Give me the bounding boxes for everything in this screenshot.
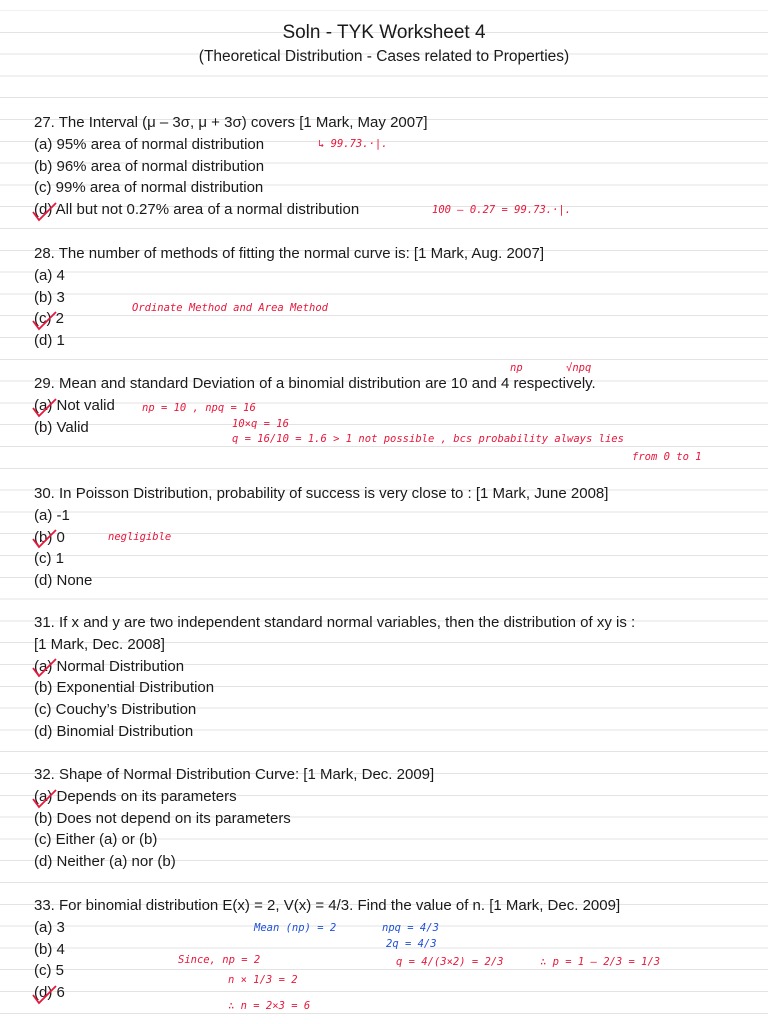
option-d: (d) 1 bbox=[34, 332, 65, 350]
answer-tick-mark-icon bbox=[30, 983, 60, 1007]
option-a: (a) Normal Distribution bbox=[34, 657, 185, 675]
option-a: (a) -1 bbox=[34, 506, 70, 524]
option-a: (a) 95% area of normal distribution bbox=[34, 135, 265, 153]
q33-handwritten-n-eq: n × 1/3 = 2 bbox=[228, 974, 298, 986]
q33-handwritten-q-value: q = 4/(3×2) = 2/3 bbox=[396, 956, 504, 968]
option-a: (a) 4 bbox=[34, 266, 65, 284]
question-32 bbox=[34, 764, 734, 873]
option-b: (b) Does not depend on its parameters bbox=[34, 809, 291, 827]
question-33 bbox=[34, 895, 734, 1004]
answer-tick-mark-icon bbox=[30, 309, 60, 333]
question-stem: 28. The number of methods of fitting the normal curve is: [1 Mark, Aug. 2007] bbox=[34, 245, 544, 262]
page-title: Soln - TYK Worksheet 4 bbox=[282, 22, 486, 43]
q29-np-label: np bbox=[510, 362, 523, 374]
option-c: (c) 99% area of normal distribution bbox=[34, 179, 264, 197]
option-a: (a) 3 bbox=[34, 918, 65, 936]
option-d: (d) All but not 0.27% area of a normal distribution bbox=[34, 201, 360, 219]
option-b: (b) Exponential Distribution bbox=[34, 679, 215, 697]
q33-handwritten-n-result: ∴ n = 2×3 = 6 bbox=[228, 1000, 311, 1012]
question-stem: 33. For binomial distribution E(x) = 2, V(x) = 4/3. Find the value of n. [1 Mark, Dec. 2009] bbox=[34, 897, 621, 914]
option-b: (b) 3 bbox=[34, 288, 65, 306]
question-stem: 27. The Interval (μ – 3σ, μ + 3σ) covers [1 Mark, May 2007] bbox=[34, 114, 428, 131]
option-b: (b) 0 bbox=[34, 528, 65, 546]
question-stem-continued: [1 Mark, Dec. 2008] bbox=[34, 635, 165, 653]
q29-handwritten-line-3: q = 16/10 = 1.6 > 1 not possible , bcs probability always lies bbox=[232, 433, 624, 445]
question-stem: 30. In Poisson Distribution, probability of success is very close to : [1 Mark, June 2008] bbox=[34, 485, 609, 502]
option-c: (c) 5 bbox=[34, 962, 64, 980]
option-c: (c) 2 bbox=[34, 310, 64, 328]
answer-tick-mark-icon bbox=[30, 527, 60, 551]
option-b: (b) Valid bbox=[34, 418, 89, 436]
option-d: (d) Neither (a) nor (b) bbox=[34, 853, 176, 871]
answer-tick-mark-icon bbox=[30, 200, 60, 224]
option-c: (c) 1 bbox=[34, 550, 64, 568]
q33-handwritten-since: Since, np = 2 bbox=[178, 954, 261, 966]
answer-tick-mark-icon bbox=[30, 787, 60, 811]
option-d: (d) 6 bbox=[34, 984, 65, 1002]
q29-handwritten-line-4: from 0 to 1 bbox=[632, 451, 702, 463]
question-27 bbox=[34, 112, 734, 221]
answer-tick-mark-icon bbox=[30, 396, 60, 420]
option-b: (b) 96% area of normal distribution bbox=[34, 157, 265, 175]
page-subtitle: (Theoretical Distribution - Cases related to Properties) bbox=[198, 48, 570, 65]
q33-handwritten-p-value: ∴ p = 1 – 2/3 = 1/3 bbox=[540, 956, 661, 968]
q29-handwritten-line-1: np = 10 , npq = 16 bbox=[142, 402, 256, 414]
q29-sqrt-npq-label: √npq bbox=[566, 362, 592, 374]
option-c: (c) Couchy’s Distribution bbox=[34, 701, 197, 719]
option-c: (c) Either (a) or (b) bbox=[34, 831, 158, 849]
q29-handwritten-line-2: 10×q = 16 bbox=[232, 418, 289, 430]
q33-handwritten-variance-1: npq = 4/3 bbox=[382, 922, 439, 934]
q28-handwritten-note: Ordinate Method and Area Method bbox=[132, 302, 328, 314]
question-28 bbox=[34, 243, 734, 352]
q27-handwritten-calculation: 100 – 0.27 = 99.73.·|. bbox=[432, 204, 572, 216]
question-stem: 29. Mean and standard Deviation of a binomial distribution are 10 and 4 respectively. bbox=[34, 375, 596, 392]
q27-handwritten-result: ↳ 99.73.·|. bbox=[318, 138, 388, 150]
option-b: (b) 4 bbox=[34, 940, 65, 958]
option-d: (d) Binomial Distribution bbox=[34, 722, 194, 740]
question-29 bbox=[34, 373, 734, 438]
question-31 bbox=[34, 612, 734, 743]
option-a: (a) Not valid bbox=[34, 396, 115, 414]
option-a: (a) Depends on its parameters bbox=[34, 787, 237, 805]
question-stem: 31. If x and y are two independent standard normal variables, then the distribution of xy is : bbox=[34, 614, 636, 631]
question-stem: 32. Shape of Normal Distribution Curve: [1 Mark, Dec. 2009] bbox=[34, 766, 435, 783]
q33-handwritten-mean: Mean (np) = 2 bbox=[254, 922, 337, 934]
q30-handwritten-note: negligible bbox=[108, 531, 172, 543]
answer-tick-mark-icon bbox=[30, 656, 60, 680]
q33-handwritten-variance-2: 2q = 4/3 bbox=[386, 938, 437, 950]
option-d: (d) None bbox=[34, 572, 93, 590]
